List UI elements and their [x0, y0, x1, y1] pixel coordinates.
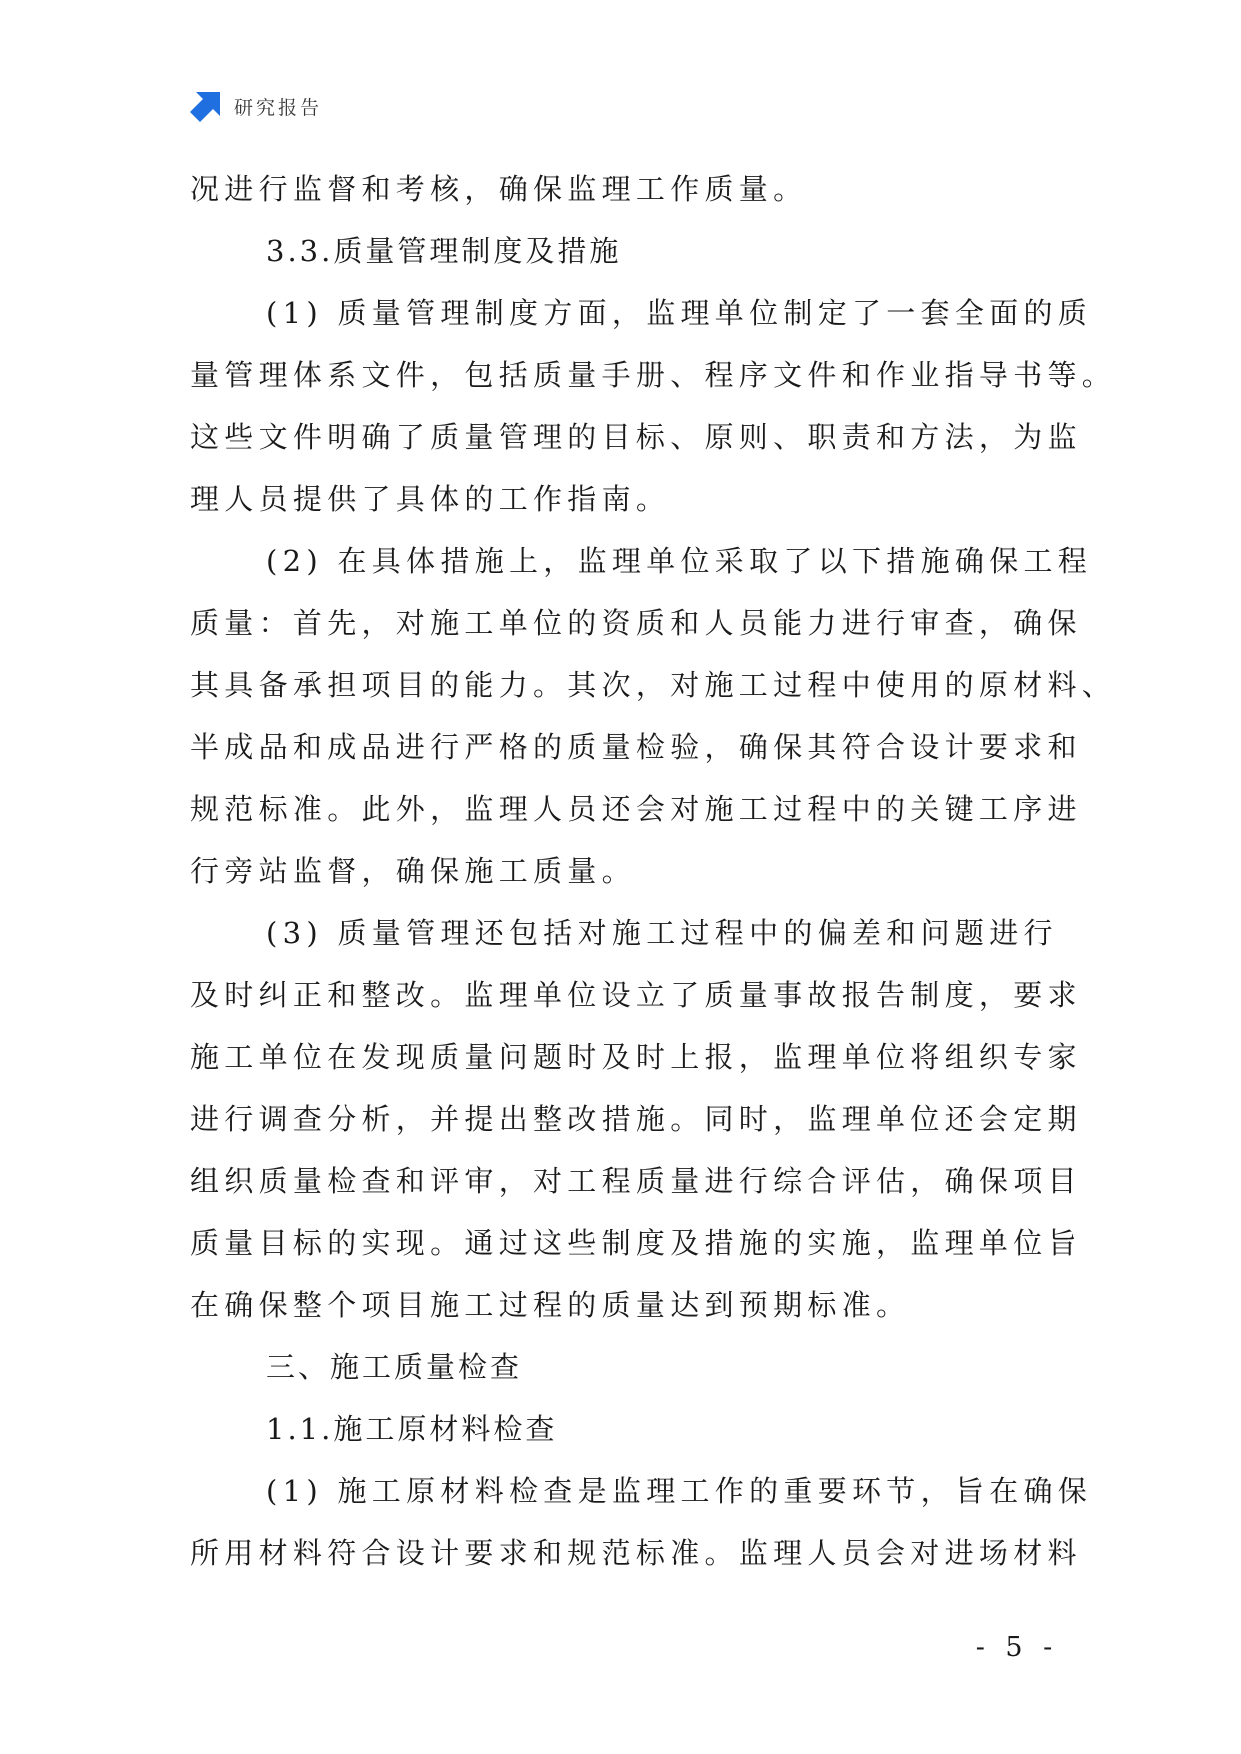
- paragraph-line: 质量目标的实现。通过这些制度及措施的实施，监理单位旨: [190, 1226, 1082, 1260]
- paragraph-line: (1) 施工原材料检查是监理工作的重要环节，旨在确保: [266, 1474, 1093, 1508]
- paragraph-line: 规范标准。此外，监理人员还会对施工过程中的关键工序进: [190, 792, 1082, 826]
- page-number: - 5 -: [975, 1632, 1059, 1663]
- paragraph-line: 及时纠正和整改。监理单位设立了质量事故报告制度，要求: [190, 978, 1082, 1012]
- paragraph-line: 理人员提供了具体的工作指南。: [190, 482, 671, 516]
- header-title: 研究报告: [234, 96, 323, 119]
- paragraph-line: (3) 质量管理还包括对施工过程中的偏差和问题进行: [266, 916, 1058, 950]
- paragraph-line: (2) 在具体措施上，监理单位采取了以下措施确保工程: [266, 544, 1093, 578]
- page-header: [190, 90, 322, 122]
- paragraph-line: 其具备承担项目的能力。其次，对施工过程中使用的原材料、: [190, 668, 1117, 702]
- chapter-heading: 三、施工质量检查: [266, 1350, 523, 1384]
- paragraph-line: (1) 质量管理制度方面，监理单位制定了一套全面的质: [266, 296, 1093, 330]
- paragraph-line: 半成品和成品进行严格的质量检验，确保其符合设计要求和: [190, 730, 1082, 764]
- document-body: [190, 158, 1117, 1584]
- paragraph-line: 施工单位在发现质量问题时及时上报，监理单位将组织专家: [190, 1040, 1082, 1074]
- paragraph-line: 所用材料符合设计要求和规范标准。监理人员会对进场材料: [190, 1536, 1082, 1570]
- paragraph-line: 在确保整个项目施工过程的质量达到预期标准。: [190, 1288, 911, 1322]
- paragraph-line: 组织质量检查和评审，对工程质量进行综合评估，确保项目: [190, 1164, 1082, 1198]
- paragraph-line: 进行调查分析，并提出整改措施。同时，监理单位还会定期: [190, 1102, 1082, 1136]
- paragraph-line: 这些文件明确了质量管理的目标、原则、职责和方法，为监: [190, 420, 1082, 454]
- paragraph-line: 质量：首先，对施工单位的资质和人员能力进行审查，确保: [190, 606, 1082, 640]
- arrow-up-right-icon: [190, 90, 222, 122]
- paragraph-line: 量管理体系文件，包括质量手册、程序文件和作业指导书等。: [190, 358, 1117, 392]
- section-heading-1-1: 1.1.施工原材料检查: [266, 1412, 558, 1446]
- paragraph-line: 况进行监督和考核，确保监理工作质量。: [190, 172, 808, 206]
- section-heading-3-3: 3.3.质量管理制度及措施: [266, 234, 622, 268]
- paragraph-line: 行旁站监督，确保施工质量。: [190, 854, 636, 888]
